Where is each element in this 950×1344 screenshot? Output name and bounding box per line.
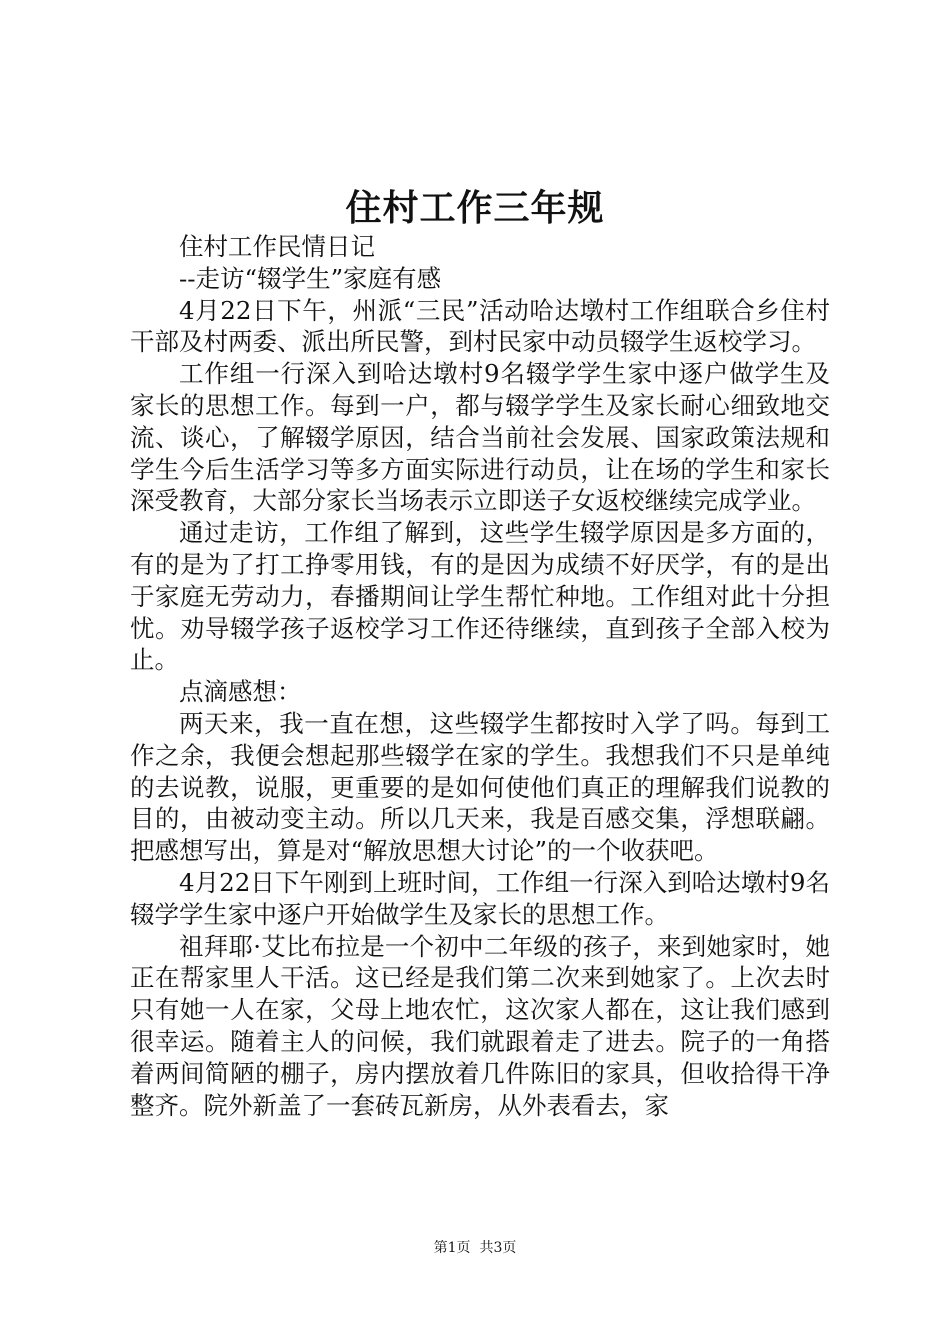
paragraph: 工作组一行深入到哈达墩村9名辍学学生家中逐户做学生及家长的思想工作。每到一户，都与辍学学生及家长耐心细致地交流、谈心，了解辍学原因，结合当前社会发展、国家政策法规和学生今后生活学习等多方面实际进行动员，让在场的学生和家长深受教育，大部分家长当场表示立即送子女返校继续完成学业。 <box>130 359 830 516</box>
page-footer <box>0 1238 950 1258</box>
paragraph: --走访“辍学生”家庭有感 <box>179 263 442 293</box>
page-number: 第1页 <box>433 1240 471 1256</box>
paragraph: 两天来，我一直在想，这些辍学生都按时入学了吗。每到工作之余，我便会想起那些辍学在家的学生。我想我们不只是单纯的去说教，说服，更重要的是如何使他们真正的理解我们说教的目的，由被动变主动。所以几天来，我是百感交集，浮想联翩。把感想写出，算是对“解放思想大讨论”的一个收获吧。 <box>130 708 830 866</box>
paragraph: 点滴感想： <box>179 677 302 707</box>
document-title: 住村工作三年规 <box>345 187 605 229</box>
document-body <box>130 231 830 1121</box>
paragraph: 通过走访，工作组了解到，这些学生辍学原因是多方面的，有的是为了打工挣零用钱，有的是因为成绩不好厌学，有的是出于家庭无劳动力，春播期间让学生帮忙种地。工作组对此十分担忧。劝导辍学孩子返校学习工作还待继续，直到孩子全部入校为止。 <box>130 518 830 675</box>
paragraph: 住村工作民情日记 <box>179 232 375 261</box>
paragraph: 4月22日下午刚到上班时间，工作组一行深入到哈达墩村9名辍学学生家中逐户开始做学生及家长的思想工作。 <box>130 867 830 929</box>
paragraph: 4月22日下午，州派“三民”活动哈达墩村工作组联合乡住村干部及村两委、派出所民警，到村民家中动员辍学生返校学习。 <box>130 295 830 357</box>
paragraph: 祖拜耶·艾比布拉是一个初中二年级的孩子，来到她家时，她正在帮家里人干活。这已经是我们第二次来到她家了。上次去时只有她一人在家，父母上地农忙，这次家人都在，这让我们感到很幸运。随着主人的问候，我们就跟着走了进去。院子的一角搭着两间简陋的棚子，房内摆放着几件陈旧的家具，但收拾得干净整齐。院外新盖了一套砖瓦新房，从外表看去，家 <box>130 931 830 1120</box>
page-total: 共3页 <box>479 1240 517 1256</box>
